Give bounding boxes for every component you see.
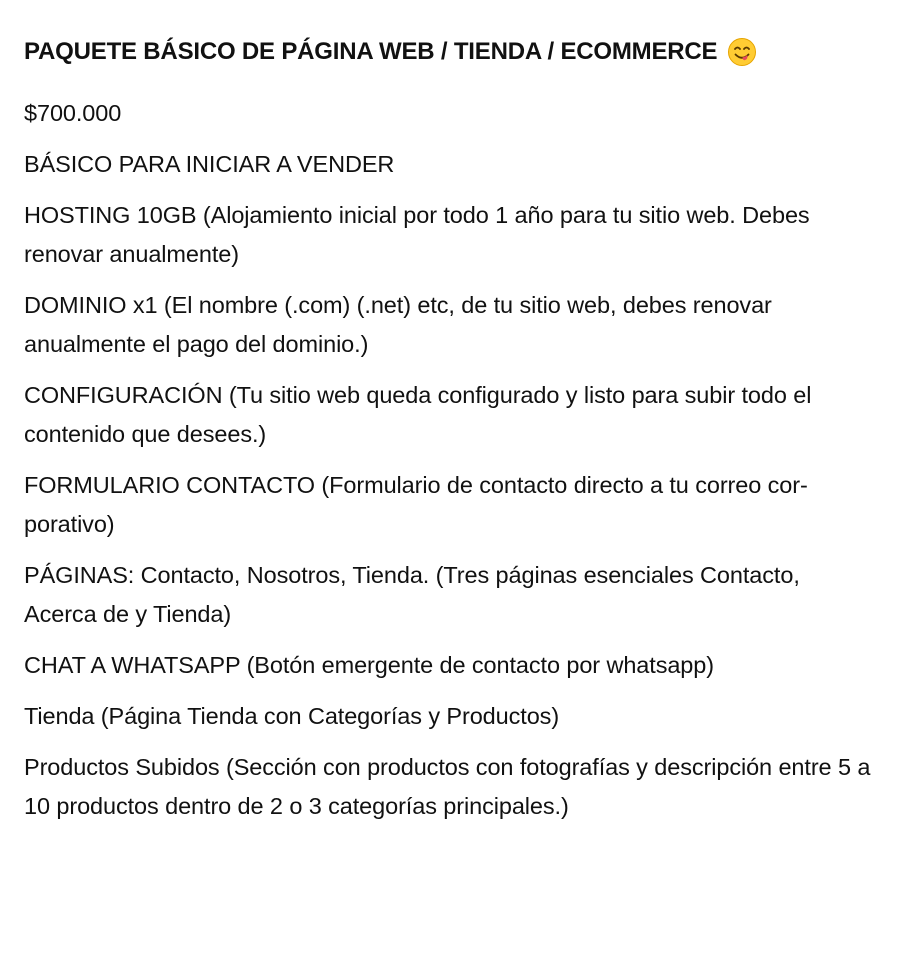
title-row bbox=[24, 32, 874, 72]
feature-domain: DOMINIO x1 (El nombre (.com) (.net) etc, de tu sitio web, debes renovar anualmente el pago del dominio.) bbox=[24, 292, 772, 357]
package-title: PAQUETE BÁSICO DE PÁGINA WEB / TIENDA / ECOMMERCE bbox=[24, 38, 718, 65]
feature-store: Tienda (Página Tienda con Categorías y Productos) bbox=[24, 703, 560, 729]
feature-configuration: CONFIGURACIÓN (Tu sitio web queda configurado y listo para subir todo el contenido que desees.) bbox=[24, 382, 812, 447]
feature-whatsapp-chat: CHAT A WHATSAPP (Botón emergente de contacto por whatsapp) bbox=[24, 652, 714, 678]
smiling-face-savoring-food-icon bbox=[727, 37, 757, 67]
feature-hosting: HOSTING 10GB (Alojamiento inicial por todo 1 año para tu sitio web. Debes renovar anualmente) bbox=[24, 202, 810, 267]
price: $700.000 bbox=[24, 100, 122, 126]
package-subtitle: BÁSICO PARA INICIAR A VENDER bbox=[24, 151, 395, 177]
feature-uploaded-products: Productos Subidos (Sección con productos con fotografías y descripción entre 5 a 10 productos dentro de 2 o 3 categorías principales.) bbox=[24, 754, 871, 819]
feature-pages: PÁGINAS: Contacto, Nosotros, Tienda. (Tres páginas esenciales Contacto, Acerca de y Tienda) bbox=[24, 562, 800, 627]
feature-contact-form: FORMULARIO CONTACTO (Formulario de contacto directo a tu correo cor-porativo) bbox=[24, 472, 808, 537]
